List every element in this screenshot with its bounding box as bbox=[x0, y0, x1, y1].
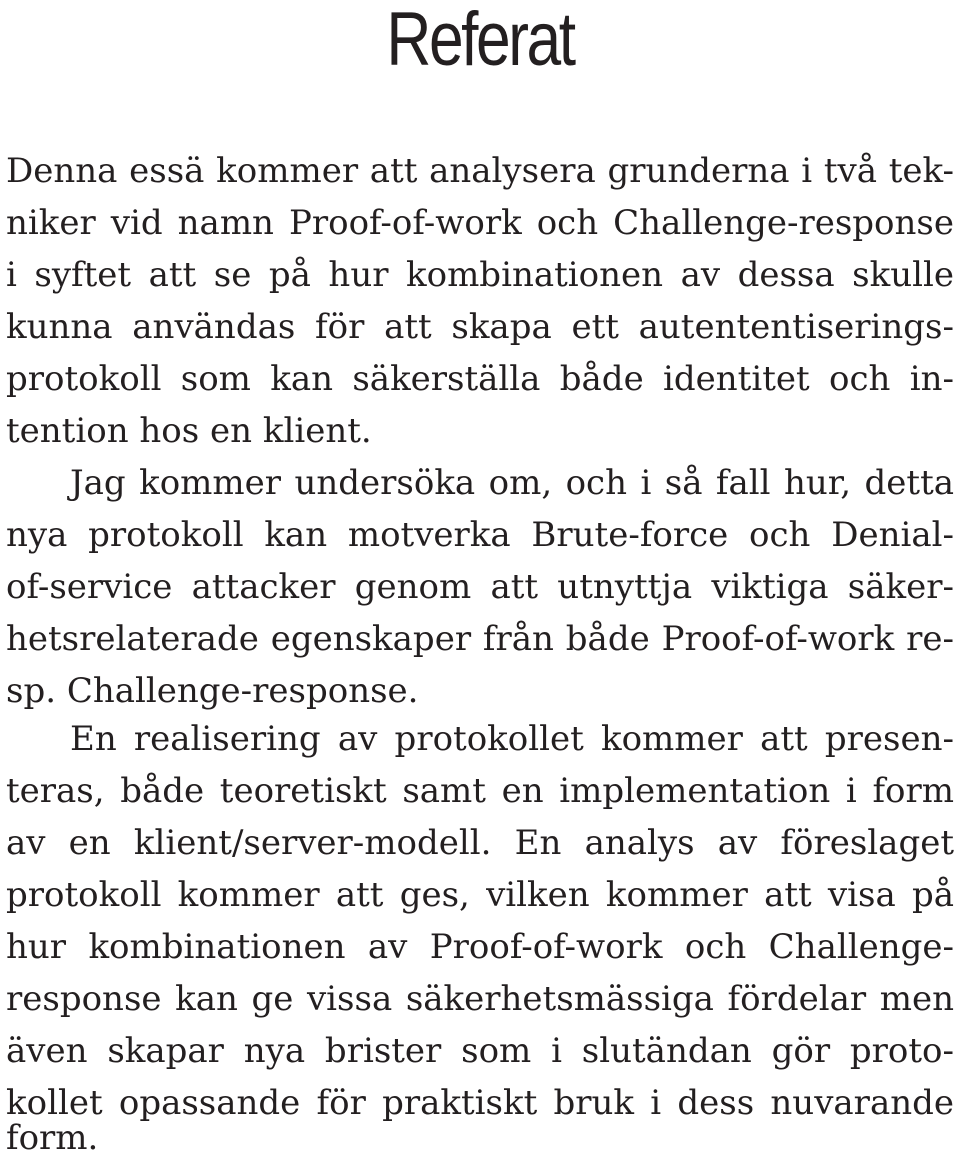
text-line: form. bbox=[6, 1118, 99, 1158]
text-line: nya protokoll kan motverka Brute-force och Denial- bbox=[6, 515, 954, 555]
text-line: Jag kommer undersöka om, och i så fall hur, detta bbox=[70, 463, 954, 503]
text-line: kunna användas för att skapa ett autententiserings- bbox=[6, 307, 954, 347]
text-line: i syftet att se på hur kombinationen av dessa skulle bbox=[6, 255, 954, 295]
text-line: En realisering av protokollet kommer att presen- bbox=[70, 719, 954, 759]
text-line: protokoll som kan säkerställa både identitet och in- bbox=[6, 359, 954, 399]
text-line: av en klient/server-modell. En analys av föreslaget bbox=[6, 823, 954, 863]
page-title: Referat bbox=[386, 0, 574, 82]
text-line: sp. Challenge-response. bbox=[6, 671, 419, 711]
text-line: även skapar nya brister som i slutändan gör proto- bbox=[6, 1031, 954, 1071]
text-line: of-service attacker genom att utnyttja viktiga säker- bbox=[6, 567, 954, 607]
text-line: tention hos en klient. bbox=[6, 411, 372, 451]
text-line: Denna essä kommer att analysera grunderna i två tek- bbox=[6, 151, 954, 191]
text-line: teras, både teoretiskt samt en implementation i form bbox=[6, 771, 954, 811]
text-line: kollet opassande för praktiskt bruk i dess nuvarande bbox=[6, 1083, 954, 1123]
text-line: niker vid namn Proof-of-work och Challenge-response bbox=[6, 203, 954, 243]
text-line: protokoll kommer att ges, vilken kommer att visa på bbox=[6, 875, 954, 915]
text-line: response kan ge vissa säkerhetsmässiga fördelar men bbox=[6, 979, 954, 1019]
text-line: hur kombinationen av Proof-of-work och Challenge- bbox=[6, 927, 954, 967]
text-line: hetsrelaterade egenskaper från både Proof-of-work re- bbox=[6, 619, 954, 659]
